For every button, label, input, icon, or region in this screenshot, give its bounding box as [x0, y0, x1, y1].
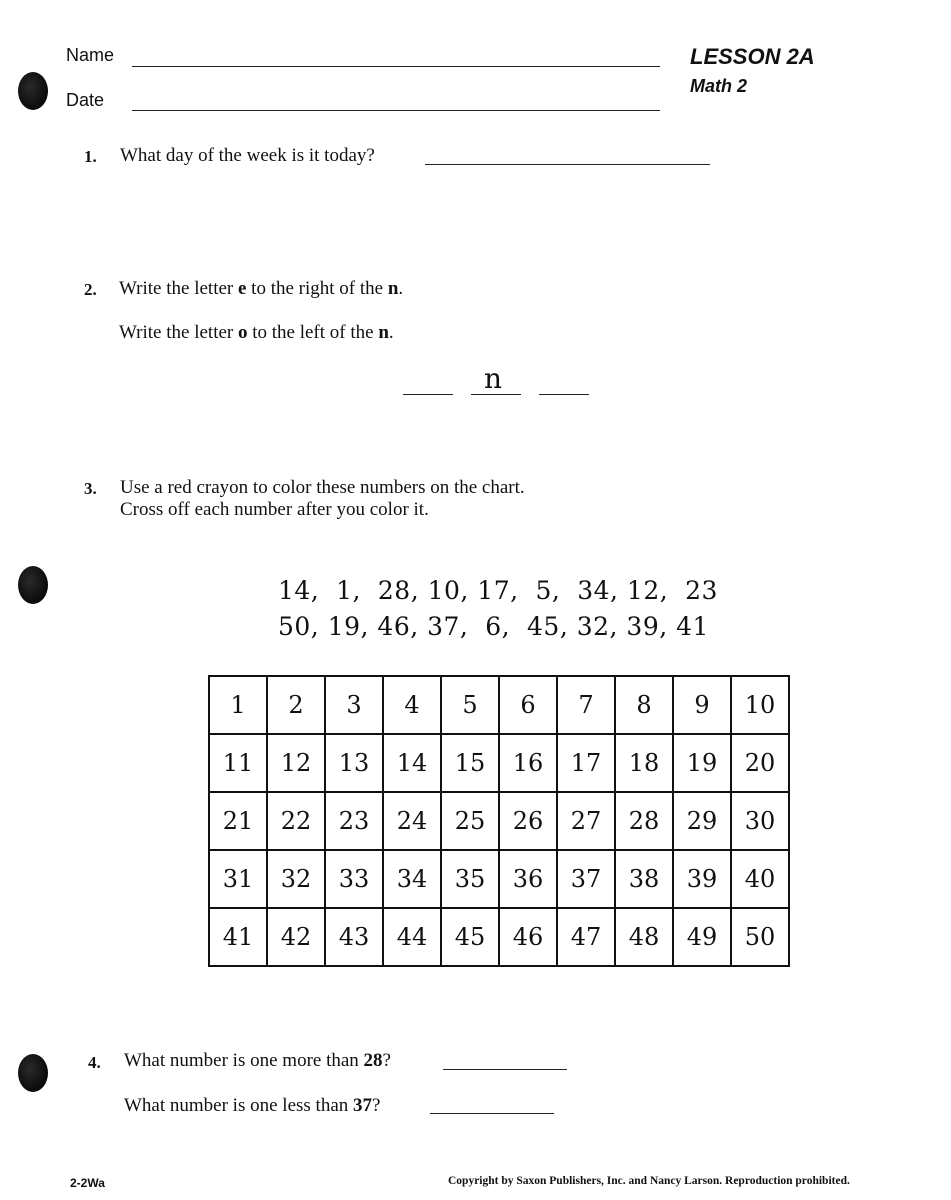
question-4-line-1: What number is one more than 28?: [124, 1050, 391, 1071]
hundred-chart: [208, 675, 790, 967]
course-title: Math 2: [690, 76, 748, 96]
chart-cell[interactable]: 20: [731, 734, 789, 792]
chart-cell[interactable]: 4: [383, 676, 441, 734]
chart-cell[interactable]: 50: [731, 908, 789, 966]
question-1-answer-line[interactable]: [425, 164, 710, 165]
question-3-number: 3.: [84, 479, 97, 498]
chart-cell[interactable]: 23: [325, 792, 383, 850]
chart-cell[interactable]: 30: [731, 792, 789, 850]
chart-cell[interactable]: 1: [209, 676, 267, 734]
chart-cell[interactable]: 25: [441, 792, 499, 850]
chart-cell[interactable]: 5: [441, 676, 499, 734]
chart-cell[interactable]: 46: [499, 908, 557, 966]
chart-cell[interactable]: 10: [731, 676, 789, 734]
question-2-line-1: Write the letter e to the right of the n.: [119, 278, 404, 299]
chart-cell[interactable]: 7: [557, 676, 615, 734]
question-4-line-2: What number is one less than 37?: [124, 1095, 381, 1116]
chart-cell[interactable]: 15: [441, 734, 499, 792]
chart-cell[interactable]: 33: [325, 850, 383, 908]
chart-cell[interactable]: 27: [557, 792, 615, 850]
question-4-answer-line-2[interactable]: [430, 1113, 554, 1114]
chart-cell[interactable]: 21: [209, 792, 267, 850]
chart-cell[interactable]: 9: [673, 676, 731, 734]
footer-copyright: Copyright by Saxon Publishers, Inc. and Nancy Larson. Reproduction prohibited.: [448, 1175, 850, 1187]
chart-cell[interactable]: 42: [267, 908, 325, 966]
chart-cell[interactable]: 11: [209, 734, 267, 792]
chart-cell[interactable]: 6: [499, 676, 557, 734]
question-4-number: 4.: [88, 1053, 101, 1072]
date-label: Date: [66, 90, 105, 110]
chart-cell[interactable]: 17: [557, 734, 615, 792]
numbers-to-color-row-1: 14, 1, 28, 10, 17, 5, 34, 12, 23: [278, 576, 718, 605]
chart-cell[interactable]: 34: [383, 850, 441, 908]
chart-cell[interactable]: 47: [557, 908, 615, 966]
chart-cell[interactable]: 26: [499, 792, 557, 850]
chart-cell[interactable]: 38: [615, 850, 673, 908]
chart-cell[interactable]: 35: [441, 850, 499, 908]
question-2-number: 2.: [84, 280, 97, 299]
chart-cell[interactable]: 29: [673, 792, 731, 850]
chart-cell[interactable]: 45: [441, 908, 499, 966]
chart-cell[interactable]: 32: [267, 850, 325, 908]
chart-cell[interactable]: 14: [383, 734, 441, 792]
chart-cell[interactable]: 22: [267, 792, 325, 850]
chart-cell[interactable]: 36: [499, 850, 557, 908]
chart-cell[interactable]: 37: [557, 850, 615, 908]
binder-hole-middle: [18, 566, 48, 604]
chart-cell[interactable]: 8: [615, 676, 673, 734]
chart-cell[interactable]: 13: [325, 734, 383, 792]
question-2-line-2: Write the letter o to the left of the n.: [119, 322, 394, 343]
chart-cell[interactable]: 28: [615, 792, 673, 850]
name-label: Name: [66, 45, 115, 65]
chart-cell[interactable]: 43: [325, 908, 383, 966]
chart-row: [209, 850, 789, 908]
numbers-to-color-row-2: 50, 19, 46, 37, 6, 45, 32, 39, 41: [278, 612, 709, 641]
question-3-line-2: Cross off each number after you color it.: [120, 499, 429, 520]
chart-cell[interactable]: 48: [615, 908, 673, 966]
chart-row: [209, 676, 789, 734]
chart-row: [209, 908, 789, 966]
letter-blank-left[interactable]: [403, 394, 453, 395]
question-4-answer-line-1[interactable]: [443, 1069, 567, 1070]
binder-hole-bottom: [18, 1054, 48, 1092]
chart-row: [209, 792, 789, 850]
binder-hole-top: [18, 72, 48, 110]
chart-cell[interactable]: 19: [673, 734, 731, 792]
chart-cell[interactable]: 12: [267, 734, 325, 792]
chart-cell[interactable]: 18: [615, 734, 673, 792]
question-1-text: What day of the week is it today?: [120, 145, 375, 166]
chart-cell[interactable]: 31: [209, 850, 267, 908]
chart-cell[interactable]: 2: [267, 676, 325, 734]
chart-row: [209, 734, 789, 792]
date-field[interactable]: [132, 110, 660, 111]
chart-cell[interactable]: 24: [383, 792, 441, 850]
chart-cell[interactable]: 40: [731, 850, 789, 908]
lesson-title: LESSON 2A: [690, 44, 815, 69]
footer-code: 2-2Wa: [70, 1176, 105, 1190]
name-field[interactable]: [132, 66, 660, 67]
letter-blank-center: [471, 394, 521, 395]
center-letter: n: [484, 362, 503, 395]
question-3-line-1: Use a red crayon to color these numbers on the chart.: [120, 477, 525, 498]
chart-cell[interactable]: 41: [209, 908, 267, 966]
chart-cell[interactable]: 49: [673, 908, 731, 966]
chart-cell[interactable]: 44: [383, 908, 441, 966]
chart-cell[interactable]: 16: [499, 734, 557, 792]
letter-blank-right[interactable]: [539, 394, 589, 395]
chart-cell[interactable]: 39: [673, 850, 731, 908]
chart-cell[interactable]: 3: [325, 676, 383, 734]
question-1-number: 1.: [84, 147, 97, 166]
